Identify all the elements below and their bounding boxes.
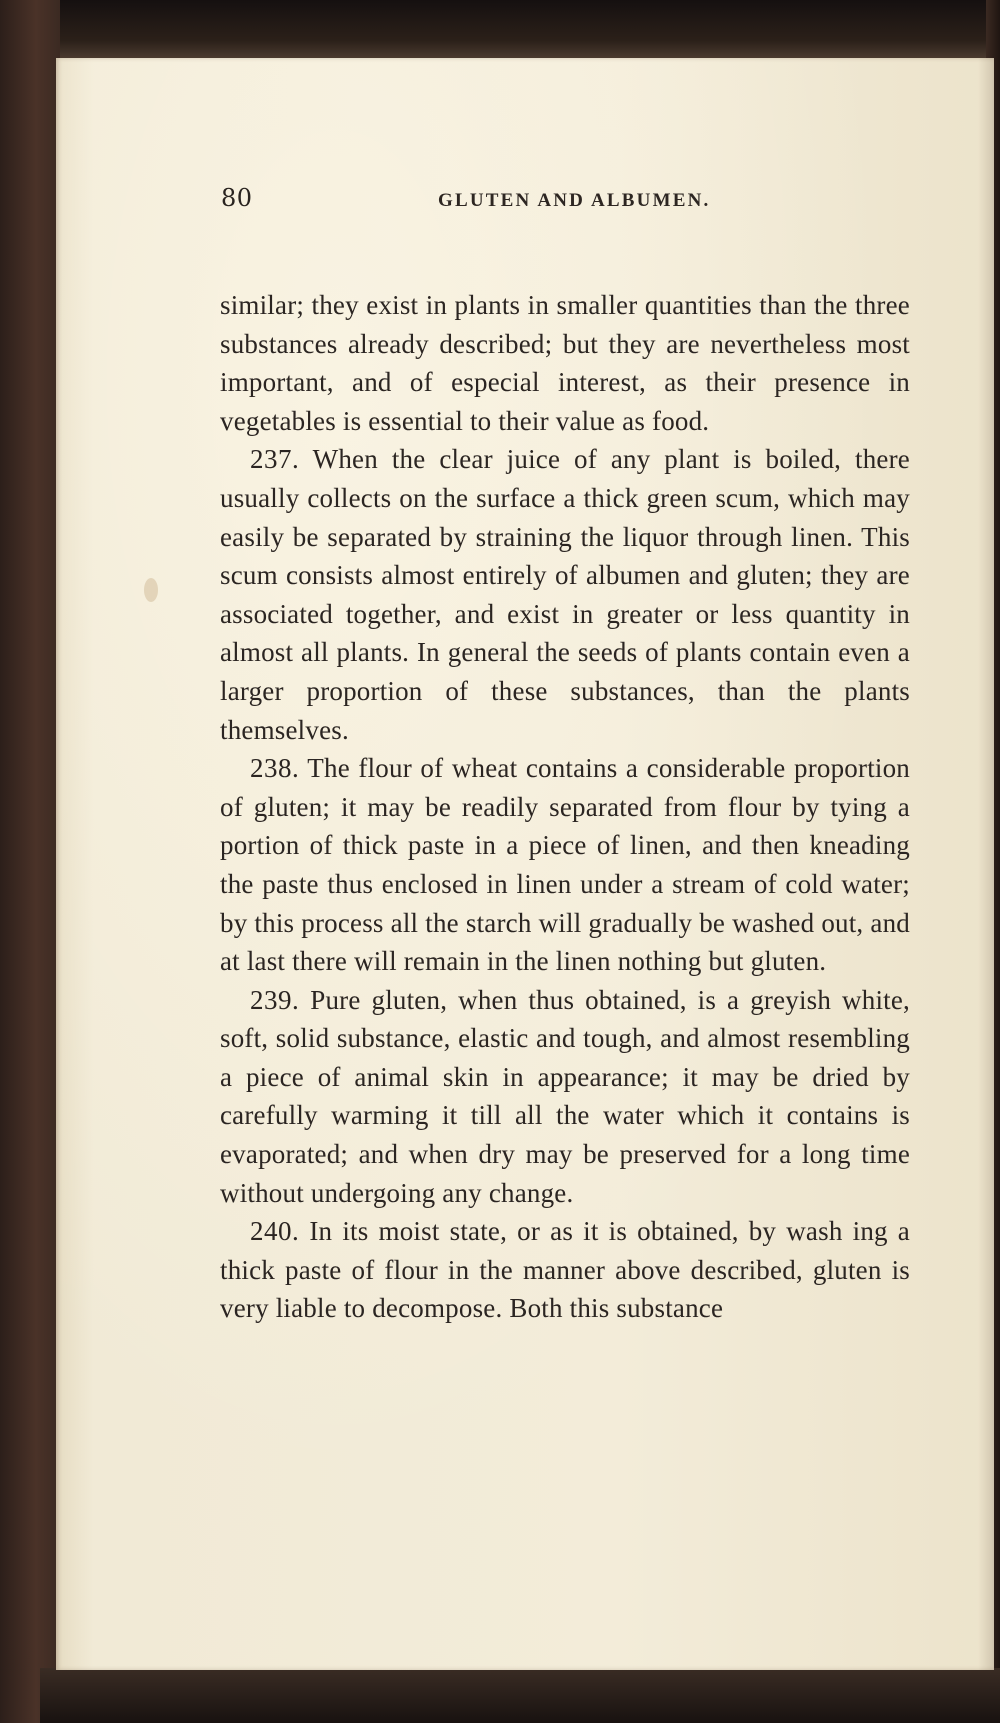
paragraph-text: Pure gluten, when thus obtained, is a greyish white, soft, solid substance, elastic and tough, and almost resembling a piece of animal skin in appearance; it may be dried by carefully warming it till all the water which it contains is evaporated; and when dry may be preserved for a long time without undergoing any change. xyxy=(220,984,910,1208)
chapter-title: GLUTEN AND ALBUMEN. xyxy=(438,190,711,211)
paper-stain xyxy=(144,578,158,602)
paragraph-238 xyxy=(220,749,910,981)
paragraph-text: When the clear juice of any plant is boiled, there usually collects on the surface a thick green scum, which may easily be separated by straining the liquor through linen. This scum consists almost entirely of albumen and gluten; they are associated together, and exist in greater or less quantity in almost all plants. In general the seeds of plants contain even a larger proportion of these substances, than the plants themselves. xyxy=(220,444,910,745)
paragraph-number: 238. xyxy=(250,753,300,784)
page-number: 80 xyxy=(221,184,253,212)
paragraph-text: similar; they exist in plants in smaller quantities than the three substances already described; but they are nevertheless most important, and of especial interest, as their presence in vegetables is essential to their value as food. xyxy=(220,290,910,436)
paragraph-text: The flour of wheat contains a considerable proportion of gluten; it may be readily separated from flour by tying a portion of thick paste in a piece of linen, and then kneading the paste thus enclosed in linen under a stream of cold water; by this process all the starch will gradually be washed out, and at last there will remain in the linen nothing but gluten. xyxy=(220,753,910,977)
paragraph-continuation xyxy=(220,286,910,440)
page-edge-shadow xyxy=(978,58,994,1670)
paragraph-number: 237. xyxy=(250,444,300,475)
paragraph-240 xyxy=(220,1212,910,1328)
running-head xyxy=(56,184,994,224)
book-binding-bottom xyxy=(40,1668,1000,1723)
paragraph-239 xyxy=(220,981,910,1213)
book-binding-top xyxy=(40,0,1000,58)
book-binding-left xyxy=(0,0,60,1723)
book-page xyxy=(56,58,994,1670)
paragraph-237 xyxy=(220,440,910,749)
paragraph-number: 240. xyxy=(250,1216,300,1247)
paragraph-text: In its moist state, or as it is obtained, by wash ing a thick paste of flour in the manner above described, gluten is very liable to decompose. Both this substance xyxy=(220,1216,910,1324)
paragraph-number: 239. xyxy=(250,984,300,1015)
body-text xyxy=(220,286,910,1328)
